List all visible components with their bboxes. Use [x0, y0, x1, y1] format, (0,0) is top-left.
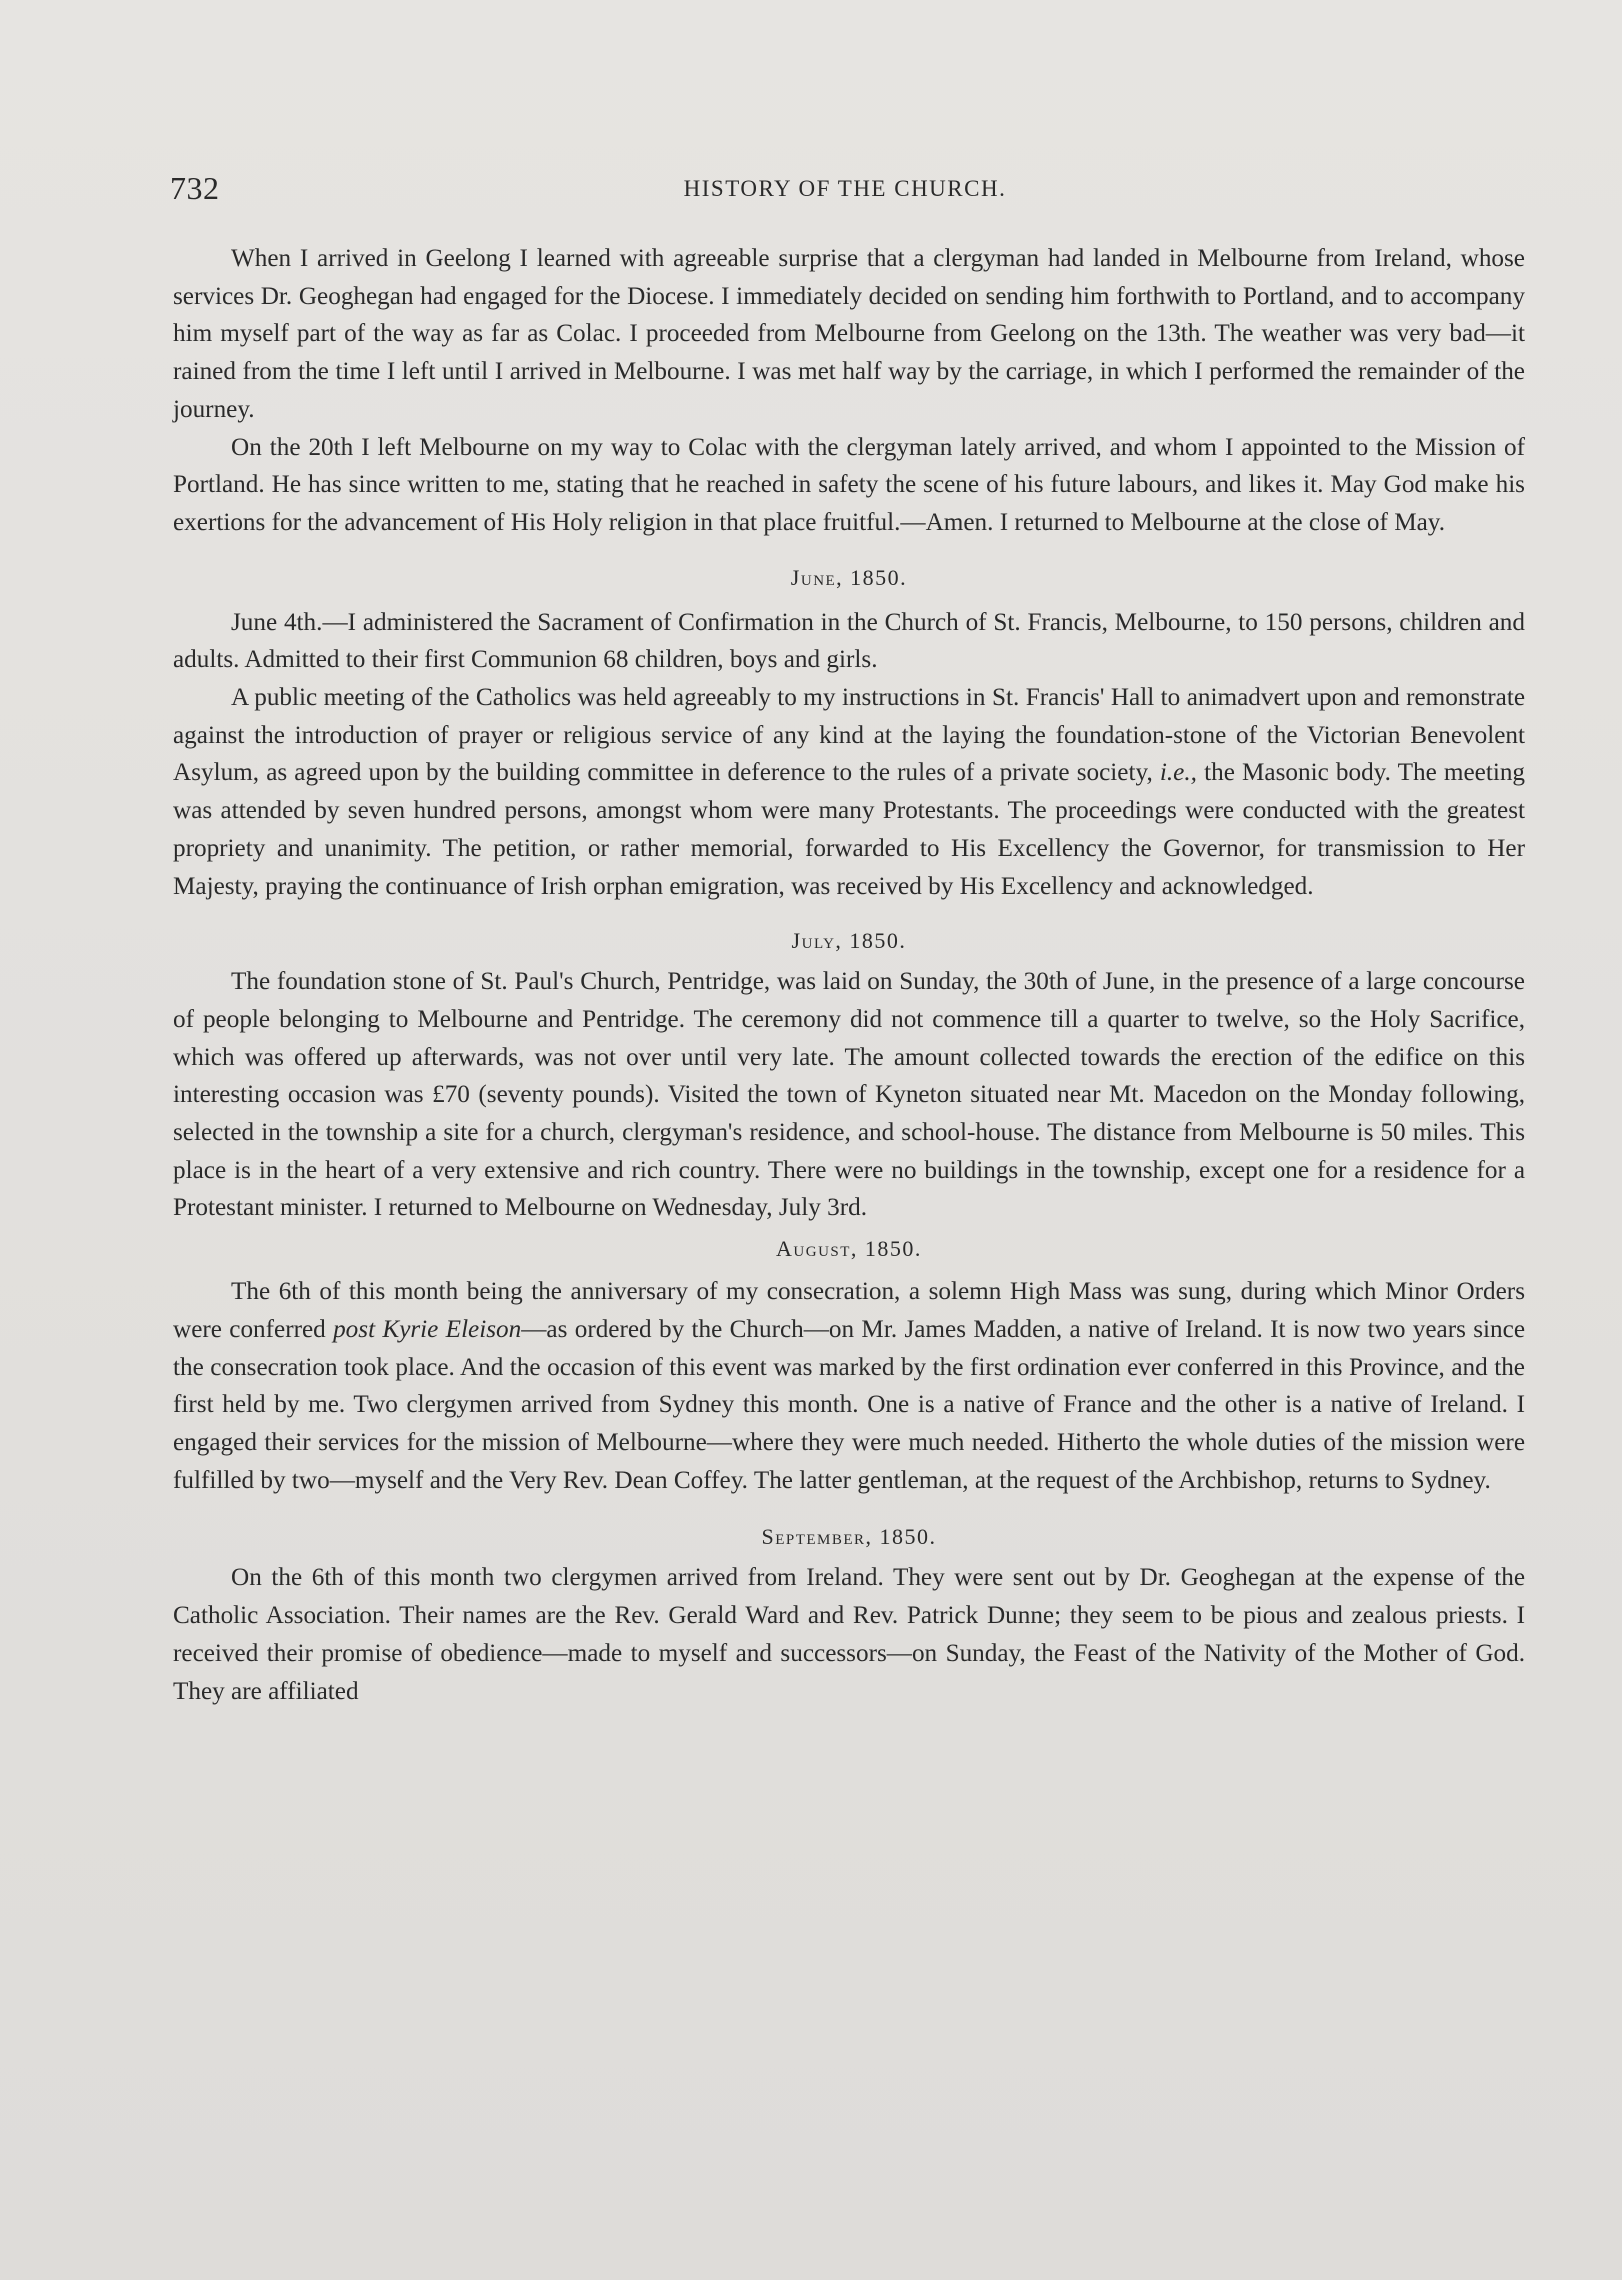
- section-heading-august: August, 1850.: [776, 1236, 922, 1262]
- page-number: 732: [170, 170, 220, 206]
- paragraph-july-foundation: The foundation stone of St. Paul's Church, Pentridge, was laid on Sunday, the 30th of June, in the presence of a large concourse of people belonging to Melbourne and Pentridge. The ceremony did not commence till a quarter to twelve, so the Holy Sacrifice, which was offered up afterwards, was not over until very late. The amount collected towards the erection of the edifice on this interesting occasion was £70 (seventy pounds). Visited the town of Kyneton situated near Mt. Macedon on the Monday following, selected in the township a site for a church, clergyman's residence, and school-house. The distance from Melbourne is 50 miles. This place is in the heart of a very extensive and rich country. There were no buildings in the township, except one for a residence for a Protestant minister. I returned to Melbourne on Wednesday, July 3rd.: [173, 968, 1525, 1222]
- page-header: [170, 170, 1520, 210]
- paragraph-geelong: When I arrived in Geelong I learned with agreeable surprise that a clergyman had landed in Melbourne from Ireland, whose services Dr. Geoghegan had engaged for the Diocese. I immediately decided on sending him forthwith to Portland, and to accompany him myself part of the way as far as Colac. I proceeded from Melbourne from Geelong on the 13th. The weather was very bad—it rained from the time I left until I arrived in Melbourne. I was met half way by the carriage, in which I performed the remainder of the journey.: [173, 245, 1525, 423]
- paragraph-june-meeting: [173, 679, 1525, 905]
- june-meeting-text-b: the Masonic body. The meeting was attended by seven hundred persons, amongst whom were many Protestants. The proceedings were conducted with the greatest propriety and unanimity. The petition, or rather memorial, forwarded to His Excellency the Governor, for transmission to Her Majesty, praying the continuance of Irish orphan emigration, was received by His Excellency and acknowledged.: [173, 759, 1526, 900]
- paragraph-september-clergymen: On the 6th of this month two clergymen arrived from Ireland. They were sent out by Dr. Geoghegan at the expense of the Catholic Association. Their names are the Rev. Gerald Ward and Rev. Patrick Dunne; they seem to be pious and zealous priests. I received their promise of obedience—made to myself and successors—on Sunday, the Feast of the Nativity of the Mother of God. They are affiliated: [173, 1564, 1525, 1705]
- paragraph-june-confirmation: June 4th.—I administered the Sacrament of Confirmation in the Church of St. Francis, Melbourne, to 150 persons, children and adults. Admitted to their first Communion 68 children, boys and girls.: [173, 608, 1525, 674]
- section-heading-june: June, 1850.: [790, 564, 908, 590]
- august-kyrie: post Kyrie Eleison: [333, 1315, 522, 1343]
- paragraph-august-consecration: [173, 1273, 1525, 1499]
- section-heading-september: September, 1850.: [761, 1524, 937, 1550]
- august-text-b: —as ordered by the Church—on Mr. James Madden, a native of Ireland. It is now two years since the consecration took place. And the occasion of this event was marked by the first ordination ever conferred in this Province, and the first held by me. Two clergymen arrived from Sydney this month. One is a native of France and the other is a native of Ireland. I engaged their services for the mission of Melbourne—where they were much needed. Hitherto the whole duties of the mission were fulfilled by two—myself and the Very Rev. Dean Coffey. The latter gentleman, at the request of the Archbishop, returns to Sydney.: [173, 1315, 1526, 1494]
- june-meeting-text-a: A public meeting of the Catholics was held agreeably to my instructions in St. Francis' Hall to animadvert upon and remonstrate against the introduction of prayer or religious service of any kind at the laying the foundation-stone of the Victorian Benevolent Asylum, as agreed upon by the building committee in deference to the rules of a private society,: [173, 684, 1525, 787]
- running-title: HISTORY OF THE CHURCH.: [683, 176, 1007, 201]
- august-text-a: The 6th of this month being the anniversary of my consecration, a solemn High Mass was sung, during which Minor Orders were conferred: [173, 1278, 1525, 1343]
- section-heading-july: July, 1850.: [791, 928, 907, 954]
- paragraph-colac: On the 20th I left Melbourne on my way to Colac with the clergyman lately arrived, and whom I appointed to the Mission of Portland. He has since written to me, stating that he reached in safety the scene of his future labours, and likes it. May God make his exertions for the advancement of His Holy religion in that place fruitful.—Amen. I returned to Melbourne at the close of May.: [173, 433, 1525, 536]
- june-meeting-ie: i.e.,: [1159, 759, 1197, 787]
- page-body: [173, 240, 1525, 1710]
